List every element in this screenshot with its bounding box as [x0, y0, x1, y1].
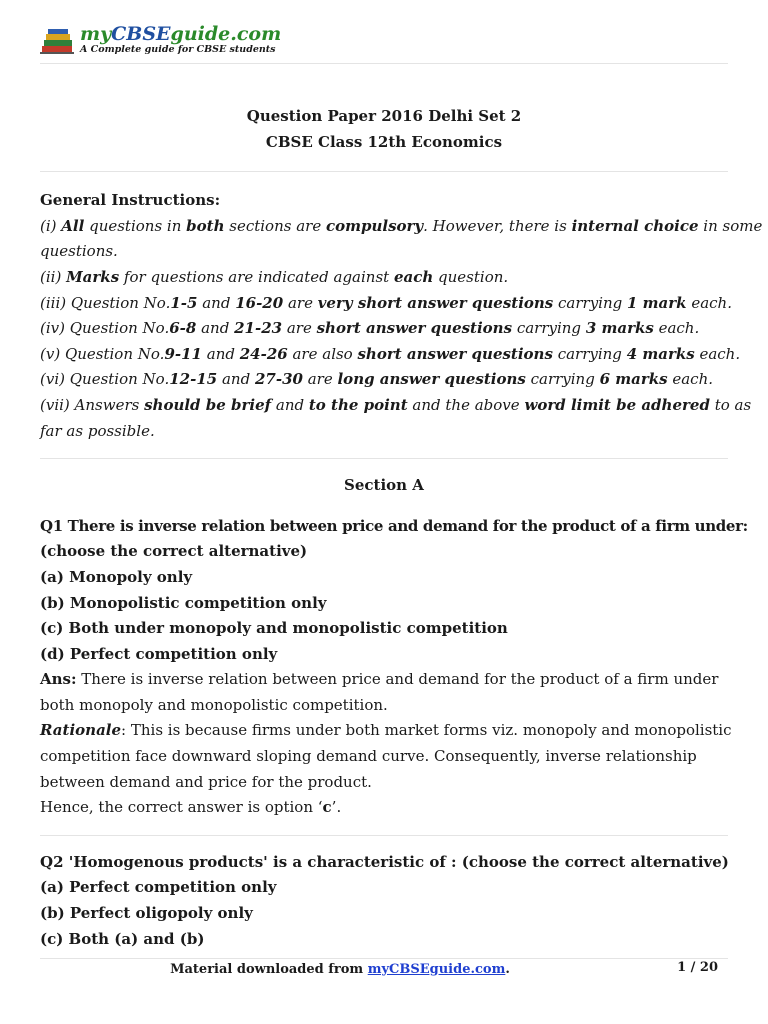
page-number: 1 / 20: [677, 960, 718, 975]
q1-answer: Ans: There is inverse relation between price and demand for the product of a firm under: [40, 670, 719, 689]
header-divider: [40, 63, 728, 64]
q1-option-d: (d) Perfect competition only: [40, 644, 278, 663]
logo-tagline: A Complete guide for CBSE students: [80, 44, 276, 55]
instruction-ii: (ii) Marks for questions are indicated against each question.: [40, 267, 509, 286]
q1-rationale-cont: competition face downward sloping demand curve. Consequently, inverse relationship: [40, 747, 697, 766]
instruction-vi: (vi) Question No.12-15 and 27-30 are long answer questions carrying 6 marks each.: [40, 370, 714, 389]
q1-option-b: (b) Monopolistic competition only: [40, 593, 327, 612]
footer-link[interactable]: myCBSEguide.com: [367, 962, 506, 977]
footer-text: Material downloaded from myCBSEguide.com.: [170, 962, 510, 977]
q1-answer-cont: both monopoly and monopolistic competition.: [40, 695, 388, 714]
q2-option-c: (c) Both (a) and (b): [40, 929, 205, 948]
instruction-i-cont: questions.: [40, 242, 118, 261]
q1-question-cont: (choose the correct alternative): [40, 542, 308, 561]
instruction-v: (v) Question No.9-11 and 24-26 are also short answer questions carrying 4 marks each.: [40, 344, 741, 363]
page-title: Question Paper 2016 Delhi Set 2: [246, 107, 522, 125]
page-footer: [40, 960, 728, 984]
page-subtitle: CBSE Class 12th Economics: [265, 132, 503, 151]
q1-rationale-cont: between demand and price for the product.: [40, 772, 372, 791]
section-heading: Section A: [344, 476, 424, 495]
instructions-heading: General Instructions:: [40, 191, 221, 210]
q2-option-b: (b) Perfect oligopoly only: [40, 904, 253, 923]
document-body: [40, 104, 763, 952]
q1-option-c: (c) Both under monopoly and monopolistic competition: [40, 619, 508, 638]
site-header: [40, 24, 740, 64]
q1-hence: Hence, the correct answer is option ‘c’.: [40, 798, 342, 817]
q2-option-a: (a) Perfect competition only: [40, 878, 277, 897]
q1-question: Q1 There is inverse relation between price and demand for the product of a firm under:: [40, 516, 748, 535]
q2-question: Q2 'Homogenous products' is a characteristic of : (choose the correct alternative): [40, 852, 729, 871]
instruction-i: (i) All questions in both sections are compulsory. However, there is internal choice in some: [40, 216, 763, 235]
instruction-iv: (iv) Question No.6-8 and 21-23 are short answer questions carrying 3 marks each.: [40, 319, 700, 338]
q1-option-a: (a) Monopoly only: [40, 567, 193, 586]
instruction-iii: (iii) Question No.1-5 and 16-20 are very short answer questions carrying 1 mark each.: [40, 293, 732, 312]
instruction-vii: (vii) Answers should be brief and to the point and the above word limit be adhered to as: [40, 395, 752, 414]
logo-text: [80, 24, 281, 56]
footer-divider: [40, 958, 728, 959]
logo-wordmark: myCBSEguide.com: [80, 23, 282, 45]
books-logo-icon: [40, 26, 76, 56]
instruction-vii-cont: far as possible.: [40, 421, 155, 440]
q1-rationale: Rationale: This is because firms under both market forms viz. monopoly and monopolistic: [40, 721, 732, 740]
